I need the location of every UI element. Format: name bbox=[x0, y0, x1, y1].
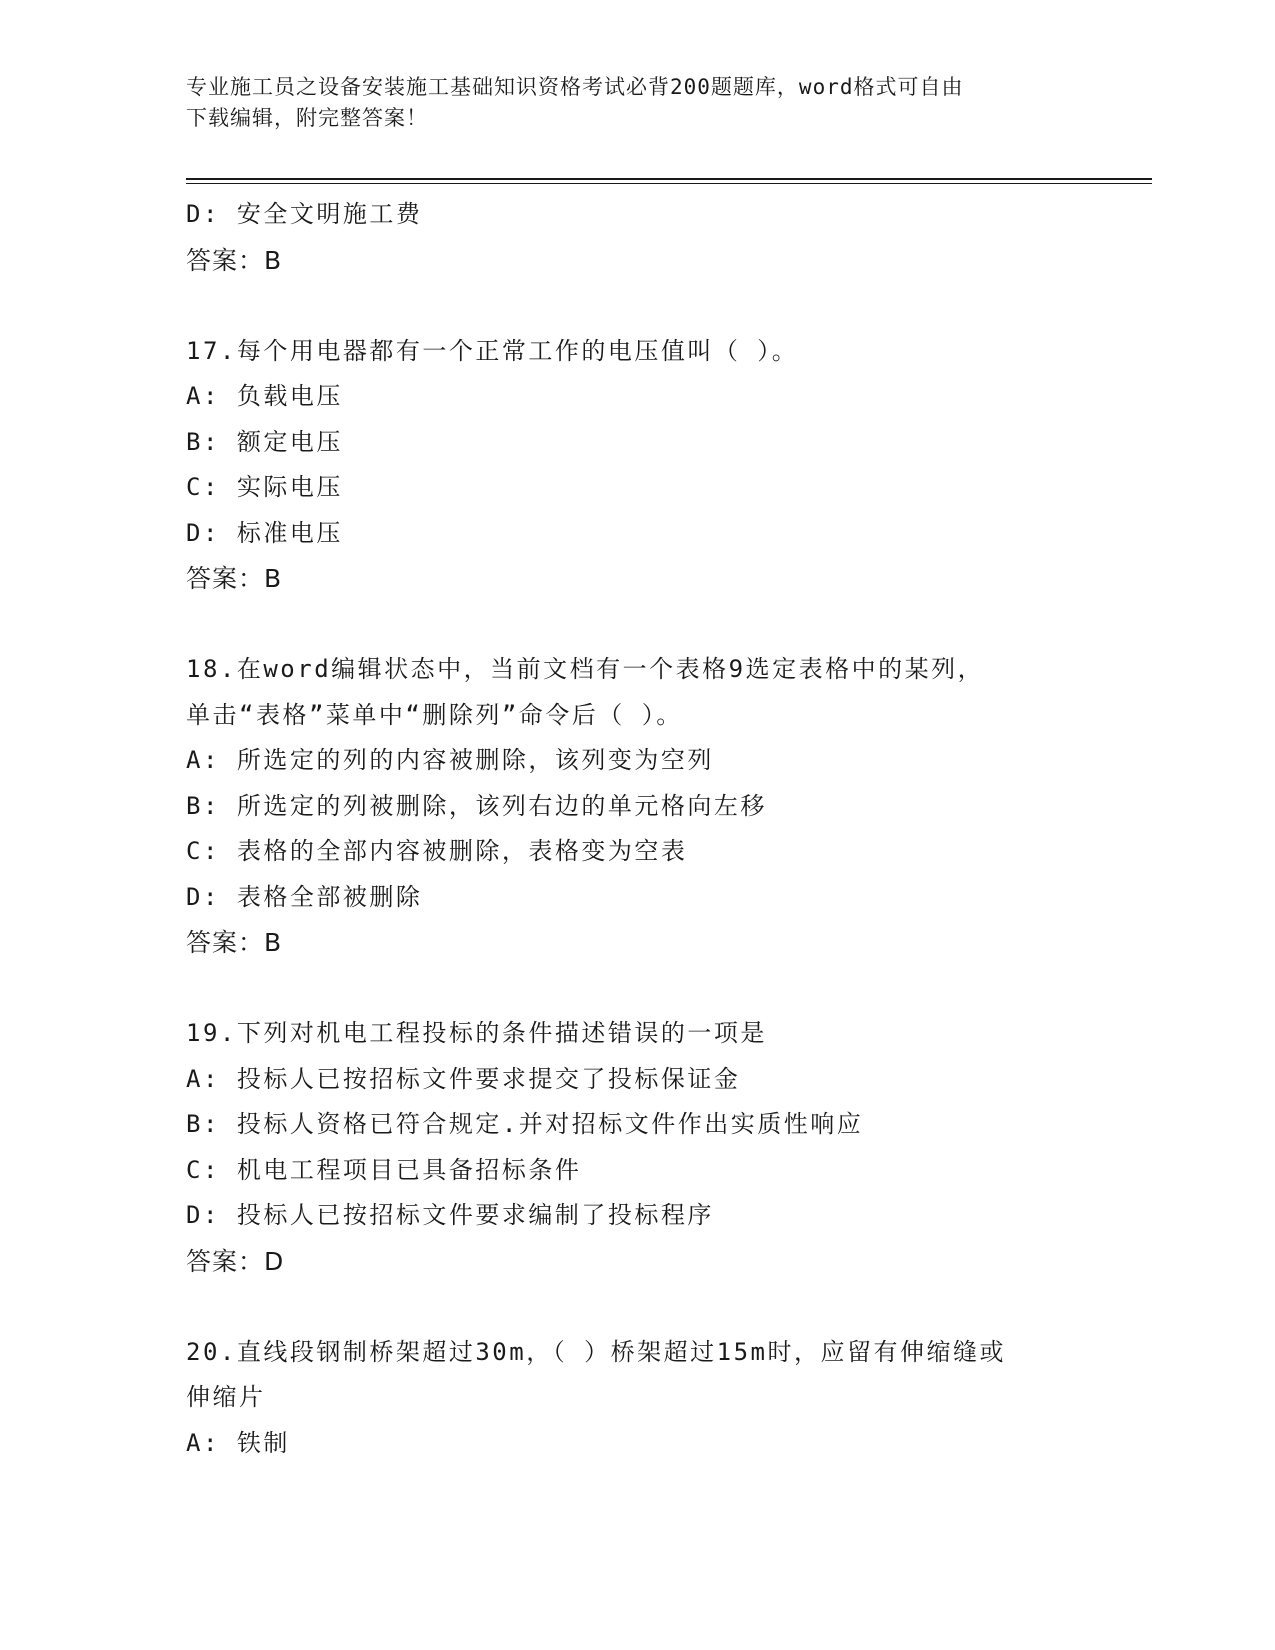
spacer bbox=[186, 1284, 1152, 1330]
spacer bbox=[186, 602, 1152, 648]
option-text: D: 投标人已按招标文件要求编制了投标程序 bbox=[186, 1201, 714, 1229]
question-text: 18.在word编辑状态中，当前文档有一个表格9选定表格中的某列， bbox=[186, 655, 985, 683]
question-text: 单击“表格”菜单中“删除列”命令后（ ）。 bbox=[186, 700, 683, 729]
header-divider-thin bbox=[186, 183, 1152, 184]
answer-line: 答案：B bbox=[186, 245, 283, 275]
header-title-line-1: 专业施工员之设备安装施工基础知识资格考试必背200题题库，word格式可自由 bbox=[186, 75, 964, 99]
option-text: A: 负载电压 bbox=[186, 382, 343, 410]
option-text: D: 安全文明施工费 bbox=[186, 200, 423, 228]
option-text: A: 铁制 bbox=[186, 1428, 290, 1457]
answer-line: 答案：B bbox=[186, 564, 283, 593]
answer-line: 答案：B bbox=[186, 928, 283, 957]
option-text: B: 额定电压 bbox=[186, 427, 343, 456]
spacer bbox=[186, 283, 1152, 329]
option-text: C: 机电工程项目已具备招标条件 bbox=[186, 1155, 582, 1184]
header-divider-thick bbox=[186, 178, 1152, 180]
option-text: C: 表格的全部内容被删除，表格变为空表 bbox=[186, 837, 688, 865]
spacer bbox=[186, 966, 1152, 1012]
question-text: 20.直线段钢制桥架超过30m，（ ）桥架超过15m时，应留有伸缩缝或 bbox=[186, 1337, 1006, 1366]
option-text: B: 所选定的列被删除，该列右边的单元格向左移 bbox=[186, 791, 767, 820]
header-title-line-2: 下载编辑，附完整答案！ bbox=[186, 106, 428, 130]
question-text: 19.下列对机电工程投标的条件描述错误的一项是 bbox=[186, 1019, 767, 1047]
question-text: 17.每个用电器都有一个正常工作的电压值叫（ ）。 bbox=[186, 336, 799, 365]
option-text: D: 标准电压 bbox=[186, 518, 343, 547]
option-text: C: 实际电压 bbox=[186, 473, 343, 501]
document-header bbox=[186, 72, 1066, 134]
question-list bbox=[186, 192, 1152, 1466]
option-text: A: 所选定的列的内容被删除，该列变为空列 bbox=[186, 746, 714, 774]
answer-line: 答案：D bbox=[186, 1246, 285, 1276]
question-text: 伸缩片 bbox=[186, 1383, 266, 1411]
option-text: D: 表格全部被删除 bbox=[186, 882, 423, 911]
option-text: B: 投标人资格已符合规定.并对招标文件作出实质性响应 bbox=[186, 1110, 864, 1138]
option-text: A: 投标人已按招标文件要求提交了投标保证金 bbox=[186, 1064, 741, 1093]
